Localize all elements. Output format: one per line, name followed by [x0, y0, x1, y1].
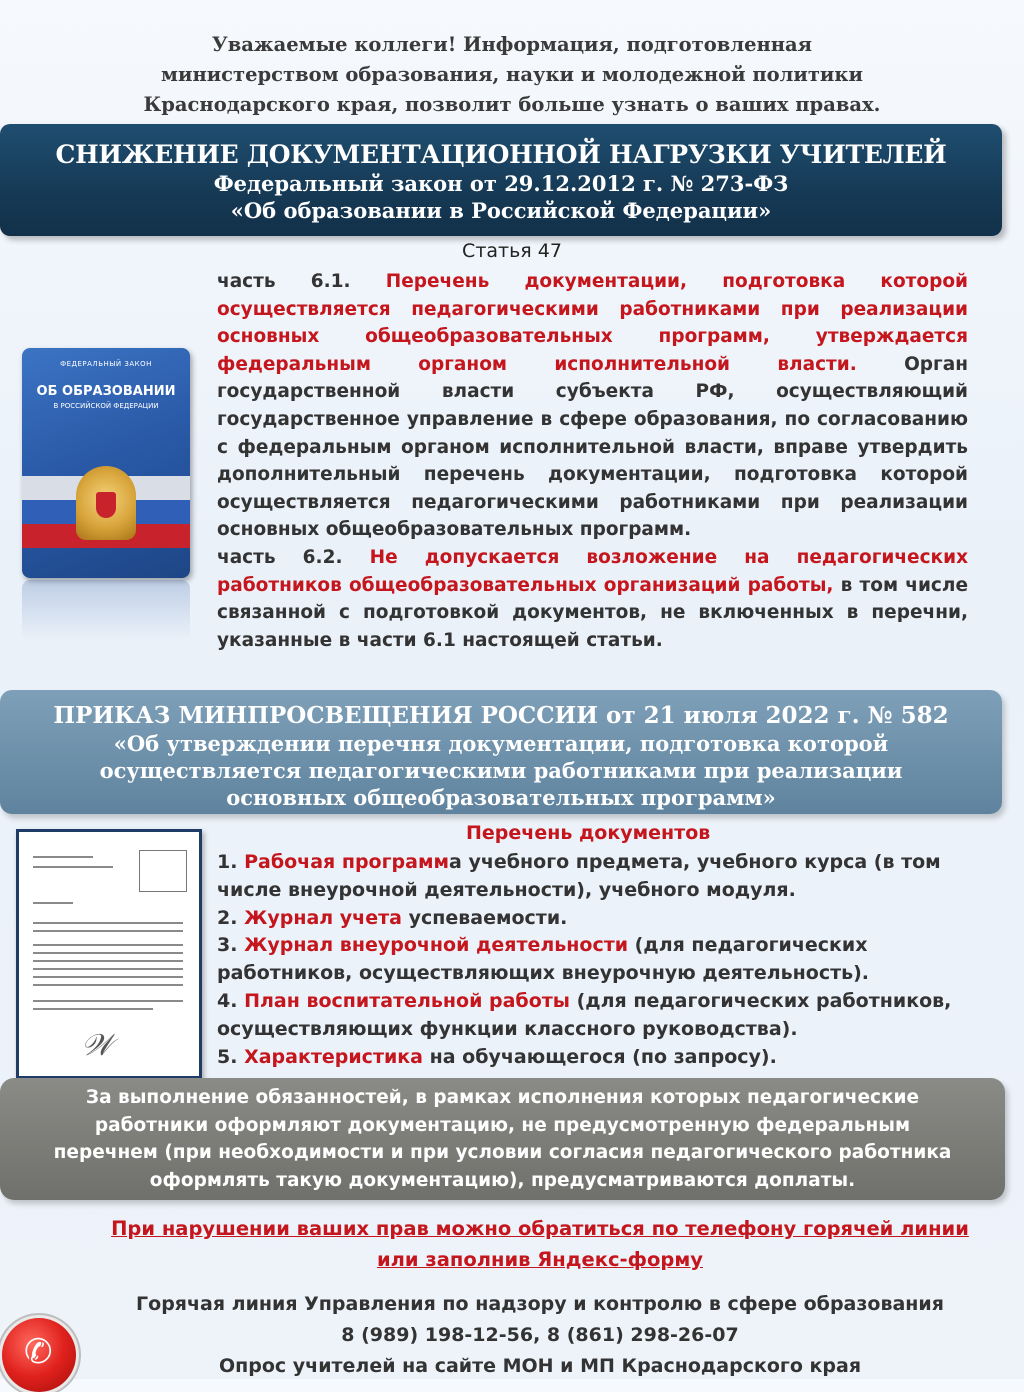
banner-law-number: Федеральный закон от 29.12.2012 г. № 273-ФЗ — [213, 171, 789, 196]
document-line — [33, 1000, 183, 1002]
order-name-line: «Об утверждении перечня документации, подготовка которой — [113, 731, 889, 756]
item-text: на обучающегося (по запросу). — [422, 1045, 777, 1068]
book-subtitle: В РОССИЙСКОЙ ФЕДЕРАЦИИ — [53, 402, 159, 410]
book-title: ОБ ОБРАЗОВАНИИ — [36, 384, 176, 399]
book-reflection — [22, 580, 190, 640]
item-number: 1. — [217, 851, 238, 873]
document-line — [33, 960, 183, 962]
payment-line: За выполнение обязанностей, в рамках исполнения которых педагогические — [85, 1087, 920, 1108]
item-text: (для педагогических работников, осуществляющих функции классного руководства). — [217, 989, 952, 1040]
intro-line: Уважаемые коллеги! Информация, подготовленная — [211, 33, 813, 56]
order-banner — [0, 690, 1002, 814]
article-number: Статья 47 — [462, 240, 562, 262]
part-6-2-text: в том числе связанной с подготовкой документов, не включенных в перечни, указанные в части 6.1 настоящей статьи. — [217, 574, 968, 651]
document-line — [33, 944, 183, 946]
document-line — [33, 952, 183, 954]
list-item — [217, 932, 977, 988]
list-header: Перечень документов — [466, 822, 711, 844]
payment-banner — [0, 1078, 1005, 1200]
item-highlight: План воспитательной работы — [244, 989, 570, 1012]
article-text — [217, 268, 968, 654]
part-6-1-label: часть 6.1. — [217, 271, 351, 292]
hotline-title: Горячая линия Управления по надзору и контролю в сфере образования — [136, 1293, 944, 1315]
order-document-image — [16, 829, 202, 1079]
document-line — [33, 968, 183, 970]
item-number: 4. — [217, 989, 238, 1012]
item-highlight: Характеристика — [244, 1045, 423, 1068]
list-item — [217, 849, 977, 905]
hotline-phones: 8 (989) 198-12-56, 8 (861) 298-26-07 — [341, 1324, 739, 1346]
list-item — [217, 1044, 977, 1072]
document-line — [33, 976, 183, 978]
document-line — [33, 902, 73, 904]
intro-line: Краснодарского края, позволит больше узнать о ваших правах. — [143, 93, 881, 116]
item-highlight: Рабочая программ — [244, 851, 450, 873]
part-6-2-label: часть 6.2. — [217, 546, 343, 568]
document-stamp — [139, 850, 187, 892]
item-number: 5. — [217, 1045, 238, 1068]
intro-text — [60, 30, 964, 120]
hotline-link-block — [100, 1213, 980, 1275]
payment-line: работники оформляют документацию, не предусмотренную федеральным — [94, 1114, 911, 1136]
document-line — [33, 856, 93, 858]
payment-line: перечнем (при необходимости и при условии согласия педагогического работника — [53, 1142, 952, 1163]
item-text: (для педагогических работников, осуществляющих внеурочную деятельность). — [217, 934, 870, 985]
law-book-image — [22, 348, 190, 578]
book-header: ФЕДЕРАЛЬНЫЙ ЗАКОН — [60, 360, 152, 368]
banner-law-name: «Об образовании в Российской Федерации» — [230, 198, 772, 223]
order-title-date: от 21 июля 2022 г. № 582 — [606, 702, 949, 729]
document-line — [33, 866, 113, 868]
survey-text: Опрос учителей на сайте МОН и МП Краснодарского края — [218, 1355, 862, 1377]
document-line — [33, 930, 183, 932]
item-text: успеваемости. — [401, 906, 568, 929]
coat-of-arms-icon — [76, 466, 136, 540]
law-banner — [0, 124, 1002, 236]
order-name-line: осуществляется педагогическими работниками при реализации — [99, 758, 903, 783]
part-6-1-text: Орган государственной власти субъекта РФ, осуществляющий государственное управление в сфере образования, по согласованию с федеральным органом исполнительной власти, вправе утвердить дополнительный перечень документации, подготовка которой осуществляется педагогическими работниками при реализации основных общеобразовательных программ. — [217, 353, 968, 541]
item-text: а учебного предмета, учебного курса (в том числе внеурочной деятельности), учебного модуля. — [217, 851, 941, 901]
phone-icon: ✆ — [2, 1318, 76, 1392]
list-item — [217, 905, 977, 933]
part-6-2-highlight: Не допускается возложение на педагогических работников общеобразовательных организаций работы, — [217, 546, 968, 596]
hotline-info — [100, 1289, 980, 1382]
intro-line: министерством образования, науки и молодежной политики — [161, 63, 863, 86]
yandex-form-link[interactable]: или заполнив Яндекс-форму — [376, 1248, 703, 1271]
item-highlight: Журнал внеурочной деятельности — [244, 934, 629, 957]
item-number: 2. — [217, 906, 238, 929]
signature-icon: 𝒲 — [81, 1028, 113, 1063]
document-line — [33, 1008, 153, 1010]
document-list — [217, 849, 977, 1071]
banner-title: СНИЖЕНИЕ ДОКУМЕНТАЦИОННОЙ НАГРУЗКИ УЧИТЕЛЕЙ — [55, 140, 947, 169]
list-item — [217, 988, 977, 1044]
order-title-bold: ПРИКАЗ МИНПРОСВЕЩЕНИЯ РОССИИ — [53, 702, 599, 729]
item-number: 3. — [217, 934, 238, 957]
item-highlight: Журнал учета — [244, 906, 402, 929]
payment-line: оформлять такую документацию), предусматриваются доплаты. — [149, 1169, 856, 1191]
hotline-link[interactable]: При нарушении ваших прав можно обратиться по телефону горячей линии — [111, 1217, 969, 1240]
document-line — [33, 922, 183, 924]
part-6-1-highlight: Перечень документации, подготовка которой осуществляется педагогическими работниками при реализации основных общеобразовательных программ, утверждается федеральным органом исполнительной власти. — [217, 271, 968, 375]
document-line — [33, 984, 183, 986]
order-name-line: основных общеобразовательных программ» — [226, 785, 776, 810]
order-title — [0, 702, 1002, 730]
